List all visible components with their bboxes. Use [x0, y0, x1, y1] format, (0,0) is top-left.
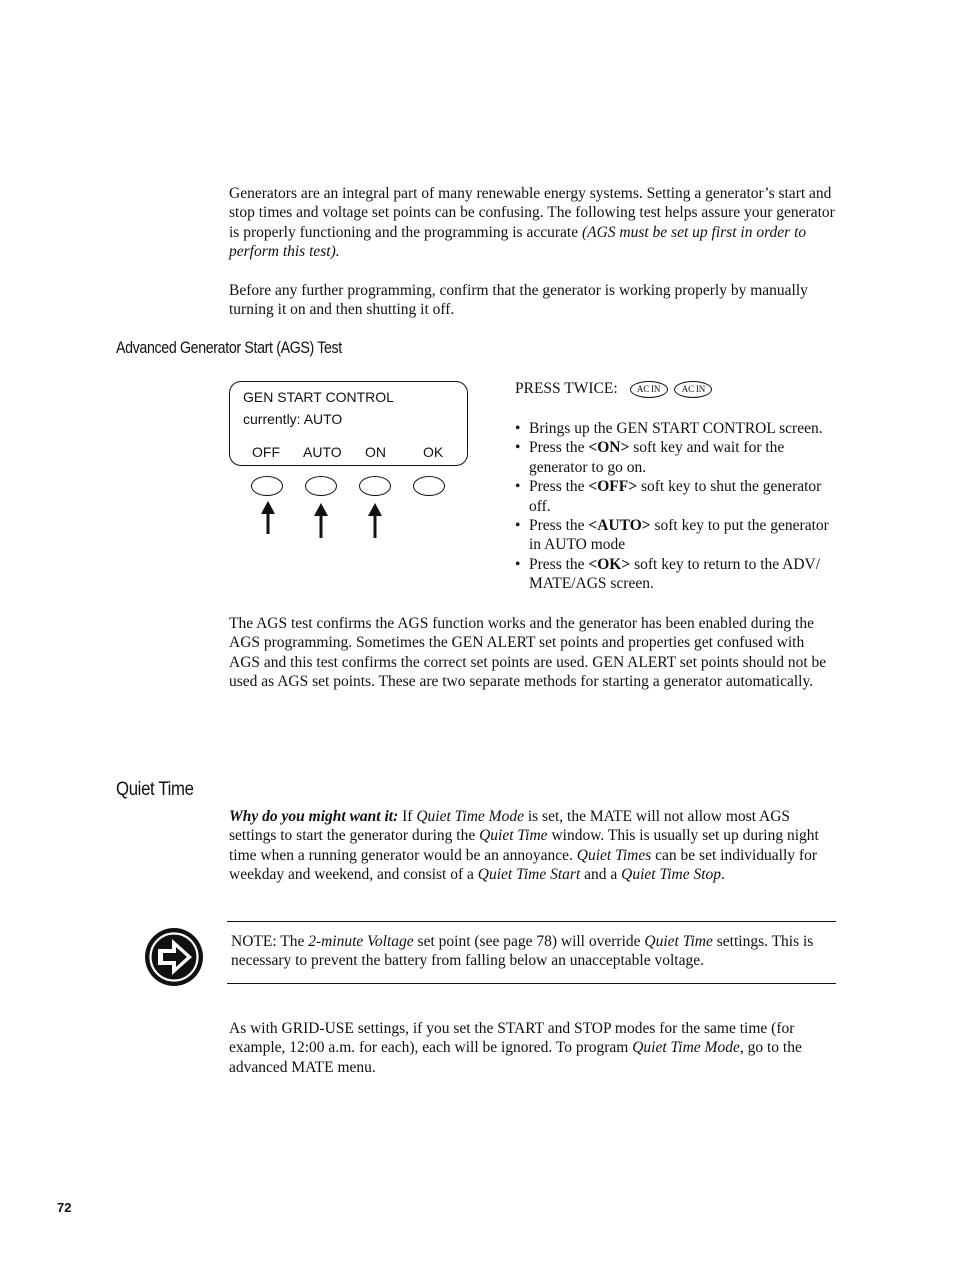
list-item: • Press the <OK> soft key to return to the ADV/ MATE/AGS screen.: [515, 555, 840, 594]
lcd-softkey-label-auto: AUTO: [303, 444, 342, 460]
softkey-off-button[interactable]: [251, 476, 283, 496]
press-twice-label: PRESS TWICE:: [515, 380, 618, 397]
list-item: • Press the <AUTO> soft key to put the generator in AUTO mode: [515, 516, 840, 555]
ac-in-key-icon: AC IN: [630, 381, 668, 398]
list-item: • Press the <ON> soft key and wait for the generator to go on.: [515, 438, 840, 477]
softkey-arrows: [250, 498, 390, 540]
page-number: 72: [57, 1200, 72, 1215]
lcd-softkey-label-ok: OK: [423, 444, 444, 460]
ac-in-key-icon: AC IN: [674, 381, 712, 398]
arrow-up-icon: [314, 503, 328, 538]
intro-paragraph-1: [229, 184, 839, 262]
lcd-line-2: currently: AUTO: [243, 411, 343, 427]
quiet-time-why-paragraph: Why do you might want it: If Quiet Time Mode is set, the MATE will not allow most AGS settings to start the generator during the Quiet Time window. This is usually set up during night time when a running generator would be an annoyance. Quiet Times can be set individually for weekday and weekend, and consist of a Quiet Time Start and a Quiet Time Stop.: [229, 808, 819, 884]
softkey-ok-button[interactable]: [413, 476, 445, 496]
lcd-softkey-label-on: ON: [365, 444, 386, 460]
note-paragraph: NOTE: The 2-minute Voltage set point (see page 78) will override Quiet Time settings. This is necessary to prevent the battery from falling below an unacceptable voltage.: [231, 933, 814, 970]
ags-steps-list: [515, 419, 840, 594]
softkey-auto-button[interactable]: [305, 476, 337, 496]
note-top-rule: [227, 921, 836, 922]
intro-paragraph-2: Before any further programming, confirm that the generator is working properly by manually turning it on and then shutting it off.: [229, 282, 808, 319]
intro-p1-text: Generators are an integral part of many renewable energy systems. Setting a generator’s start and stop times and voltage set points can be confusing. The following test helps assure your generator is properly functioning and the programming is accurate: [229, 185, 835, 241]
note-bottom-rule: [227, 983, 836, 984]
lcd-line-1: GEN START CONTROL: [243, 389, 394, 405]
list-item: • Press the <OFF> soft key to shut the generator off.: [515, 477, 840, 516]
softkey-on-button[interactable]: [359, 476, 391, 496]
intro-p1-italic: (AGS must be set up first in order to perform this test).: [229, 223, 807, 261]
ags-test-heading: Advanced Generator Start (AGS) Test: [116, 339, 342, 357]
press-twice-instruction: [515, 379, 712, 398]
ags-explanation-paragraph: The AGS test confirms the AGS function works and the generator has been enabled during the AGS programming. Sometimes the GEN ALERT set points and properties get confused with AGS and this test confirms the correct set points are used. GEN ALERT set points should not be used as AGS set points. These are two separate methods for starting a generator automatically.: [229, 615, 827, 691]
list-item: • Brings up the GEN START CONTROL screen.: [515, 419, 840, 438]
arrow-right-circle-icon: [141, 925, 207, 989]
arrow-up-icon: [368, 503, 382, 538]
quiet-time-heading: Quiet Time: [116, 778, 194, 800]
quiet-time-final-paragraph: As with GRID-USE settings, if you set the START and STOP modes for the same time (for example, 12:00 a.m. for each), each will be ignored. To program Quiet Time Mode, go to the advanced MATE menu.: [229, 1020, 802, 1076]
lcd-softkey-label-off: OFF: [252, 444, 280, 460]
arrow-up-icon: [261, 501, 275, 534]
lcd-display: [229, 381, 468, 466]
